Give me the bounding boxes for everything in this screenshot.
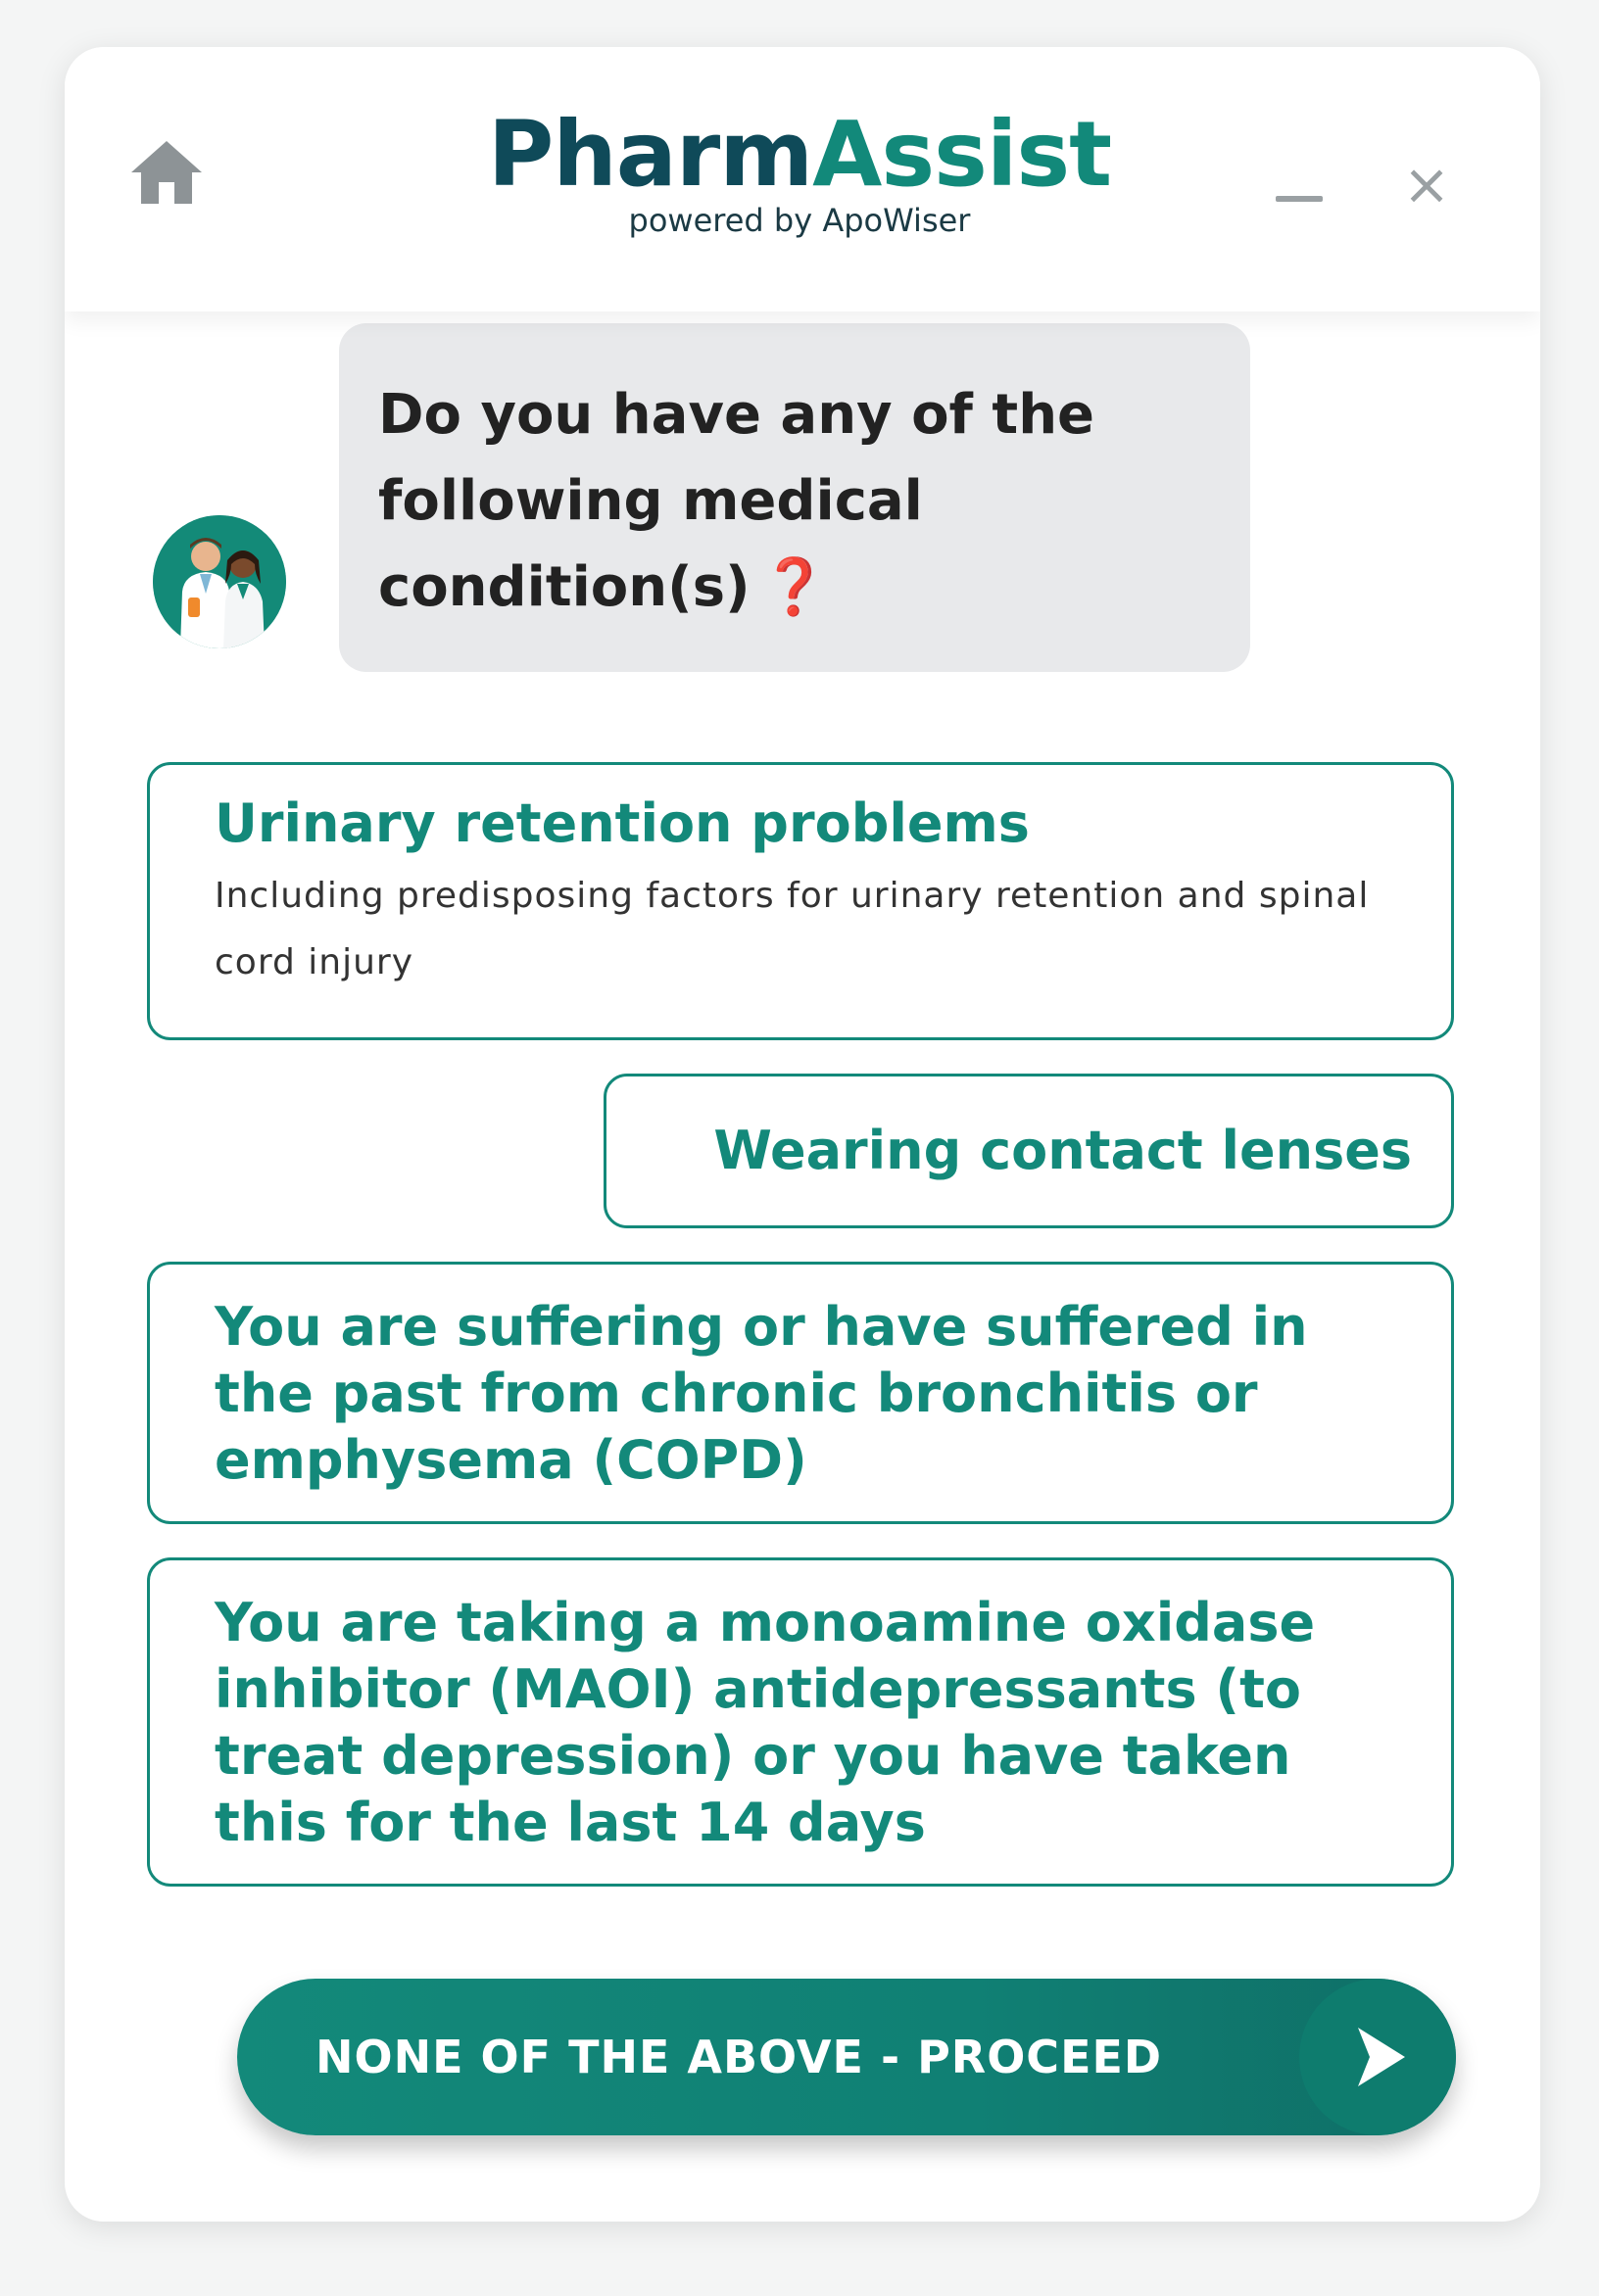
option-title: Urinary retention problems [215, 792, 1030, 854]
option-contact-lenses[interactable] [604, 1074, 1454, 1228]
bot-message-text [378, 372, 1211, 631]
close-icon: × [1402, 151, 1451, 217]
logo-subtitle: powered by ApoWiser [628, 202, 971, 239]
option-title: Wearing contact lenses [713, 1120, 1412, 1181]
pharmassist-logo [476, 102, 1123, 253]
logo-wordmark [476, 102, 1123, 207]
option-title: You are suffering or have suffered in the past from chronic bronchitis or emphysema (COPD) [215, 1296, 1308, 1491]
option-description: Including predisposing factors for urinary retention and spinal cord injury [215, 876, 1370, 982]
home-button[interactable] [127, 131, 206, 210]
question-text: Do you have any of the following medical condition(s) [378, 383, 1095, 619]
arrow-right-icon [1299, 1979, 1456, 2135]
none-of-the-above-proceed-button[interactable] [237, 1979, 1456, 2135]
option-maoi[interactable] [147, 1557, 1454, 1887]
option-urinary-retention[interactable] [147, 762, 1454, 1040]
logo-pharm: Pharm [487, 102, 813, 207]
option-title: You are taking a monoamine oxidase inhibitor (MAOI) antidepressants (to treat depression) or you have taken this for the last 14 days [215, 1592, 1316, 1853]
question-mark-icon: ❓ [759, 555, 829, 619]
bot-message-bubble [339, 323, 1250, 672]
proceed-arrow-button[interactable] [1299, 1979, 1456, 2135]
minimize-button[interactable] [1272, 182, 1327, 212]
chat-header [65, 47, 1540, 311]
option-copd[interactable] [147, 1262, 1454, 1524]
home-icon [127, 131, 206, 210]
logo-assist: Assist [812, 102, 1112, 207]
proceed-label: NONE OF THE ABOVE - PROCEED [315, 2031, 1163, 2083]
chat-window [65, 47, 1540, 2222]
close-button[interactable] [1397, 151, 1456, 217]
pharmacist-avatar [153, 515, 286, 648]
minimize-icon [1276, 196, 1323, 202]
pharmacists-illustration-icon [153, 515, 286, 648]
